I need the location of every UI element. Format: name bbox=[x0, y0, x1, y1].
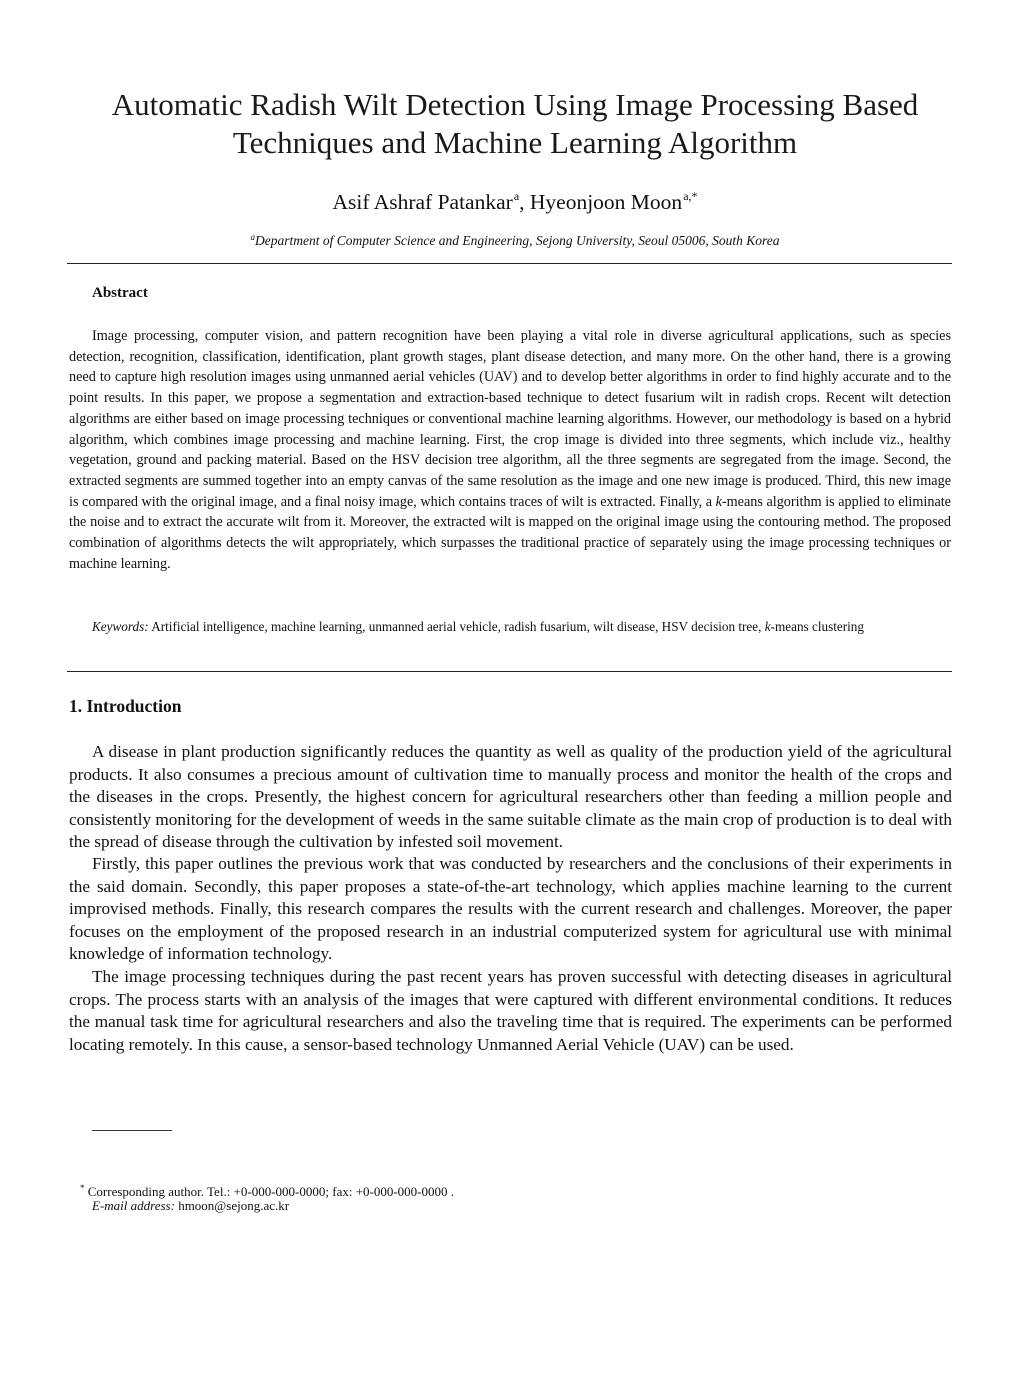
italic-k: k bbox=[715, 493, 722, 510]
footnote-divider bbox=[92, 1130, 172, 1131]
author-affiliation-mark: a,* bbox=[683, 189, 698, 203]
abstract-heading: Abstract bbox=[92, 285, 148, 301]
intro-paragraph: Firstly, this paper outlines the previous work that was conducted by researchers and the conclusions of their experiments in the said domain. Secondly, this paper proposes a state-of-the-art technology, which applies machine learning to the current improvised methods. Finally, this research compares the results with the current research and challenges. Moreover, the paper focuses on the employment of the proposed research in an industrial computerized system for agricultural use with minimal knowledge of information technology. bbox=[69, 854, 952, 964]
paper-title bbox=[60, 86, 970, 162]
email-label: E-mail address: bbox=[92, 1198, 175, 1213]
intro-paragraph: The image processing techniques during the past recent years has proven successful with detecting diseases in agricultural crops. The process starts with an analysis of the images that were captured with different environmental conditions. It reduces the manual task time for agricultural researchers and also the traveling time that is required. The experiments can be performed locating remotely. In this cause, a sensor-based technology Unmanned Aerial Vehicle (UAV) can be used. bbox=[69, 967, 952, 1054]
abstract-divider bbox=[67, 671, 952, 672]
keywords-text: Artificial intelligence, machine learning, unmanned aerial vehicle, radish fusarium, wilt disease, HSV decision tree, bbox=[148, 619, 765, 634]
footnote-star: * bbox=[80, 1183, 85, 1193]
author-name: Asif Ashraf Patankar bbox=[332, 190, 513, 214]
keywords bbox=[69, 617, 951, 636]
footnote-email bbox=[92, 1197, 289, 1215]
keywords-text: -means clustering bbox=[770, 619, 864, 634]
abstract-text-part: Image processing, computer vision, and pattern recognition have been playing a vital role in diverse agricultural applications, such as species detection, recognition, classification, identification, plant growth stages, plant disease detection, and many more. On the other hand, there is a growing need to capture high resolution images using unmanned aerial vehicles (UAV) and to develop better algorithms in order to find highly accurate and to the point results. In this paper, we propose a segmentation and extraction-based technique to detect fusarium wilt in radish crops. Recent wilt detection algorithms are either based on image processing techniques or conventional machine learning algorithms. However, our methodology is based on a hybrid algorithm, which combines image processing and machine learning. First, the crop image is divided into three segments, which include viz., healthy vegetation, ground and packing material. Based on the HSV decision tree algorithm, all the three segments are segregated from the image. Second, the extracted segments are summed together into an empty canvas of the same resolution as the image and one new image is produced. Third, this new image is compared with the original image, and a final noisy image, which contains traces of wilt is extracted. Finally, a bbox=[69, 328, 951, 510]
affiliation bbox=[60, 228, 970, 250]
author-affiliation-mark: a bbox=[513, 189, 520, 203]
email-address: hmoon@sejong.ac.kr bbox=[174, 1198, 290, 1213]
title-line-2: Techniques and Machine Learning Algorithm bbox=[232, 125, 798, 160]
author-separator: , bbox=[519, 190, 530, 214]
header-divider bbox=[67, 263, 952, 264]
footnote-corresponding-text: Corresponding author. Tel.: +0-000-000-0000; fax: +0-000-000-0000 . bbox=[84, 1184, 455, 1199]
intro-paragraph: A disease in plant production significantly reduces the quantity as well as quality of the production yield of the agricultural products. It also consumes a precious amount of cultivation time to manually process and monitor the health of the crops and the diseases in the crops. Presently, the highest concern for agricultural researchers other than feeding a million people and consistently monitoring for the development of weeds in the same suitable climate as the main crop of production is to deal with the spread of disease through the cultivation by infested soil movement. bbox=[69, 742, 952, 852]
title-line-1: Automatic Radish Wilt Detection Using Image Processing Based bbox=[111, 87, 919, 122]
author-name: Hyeonjoon Moon bbox=[529, 190, 683, 214]
author-list bbox=[60, 182, 970, 216]
affiliation-text: Department of Computer Science and Engineering, Sejong University, Seoul 05006, South Korea bbox=[255, 233, 780, 248]
section-heading-introduction: 1. Introduction bbox=[69, 696, 182, 716]
keywords-label: Keywords: bbox=[92, 619, 149, 634]
abstract-text-part: -means algorithm is applied to eliminate the noise and to extract the accurate wilt from it. Moreover, the extracted wilt is mapped on the original image using the contouring method. The proposed combination of algorithms detects the wilt appropriately, which surpasses the traditional practice of separately using the image processing techniques or machine learning. bbox=[69, 493, 951, 572]
affiliation-mark: a bbox=[250, 232, 256, 242]
abstract-text bbox=[69, 326, 951, 574]
italic-k: k bbox=[764, 619, 771, 634]
